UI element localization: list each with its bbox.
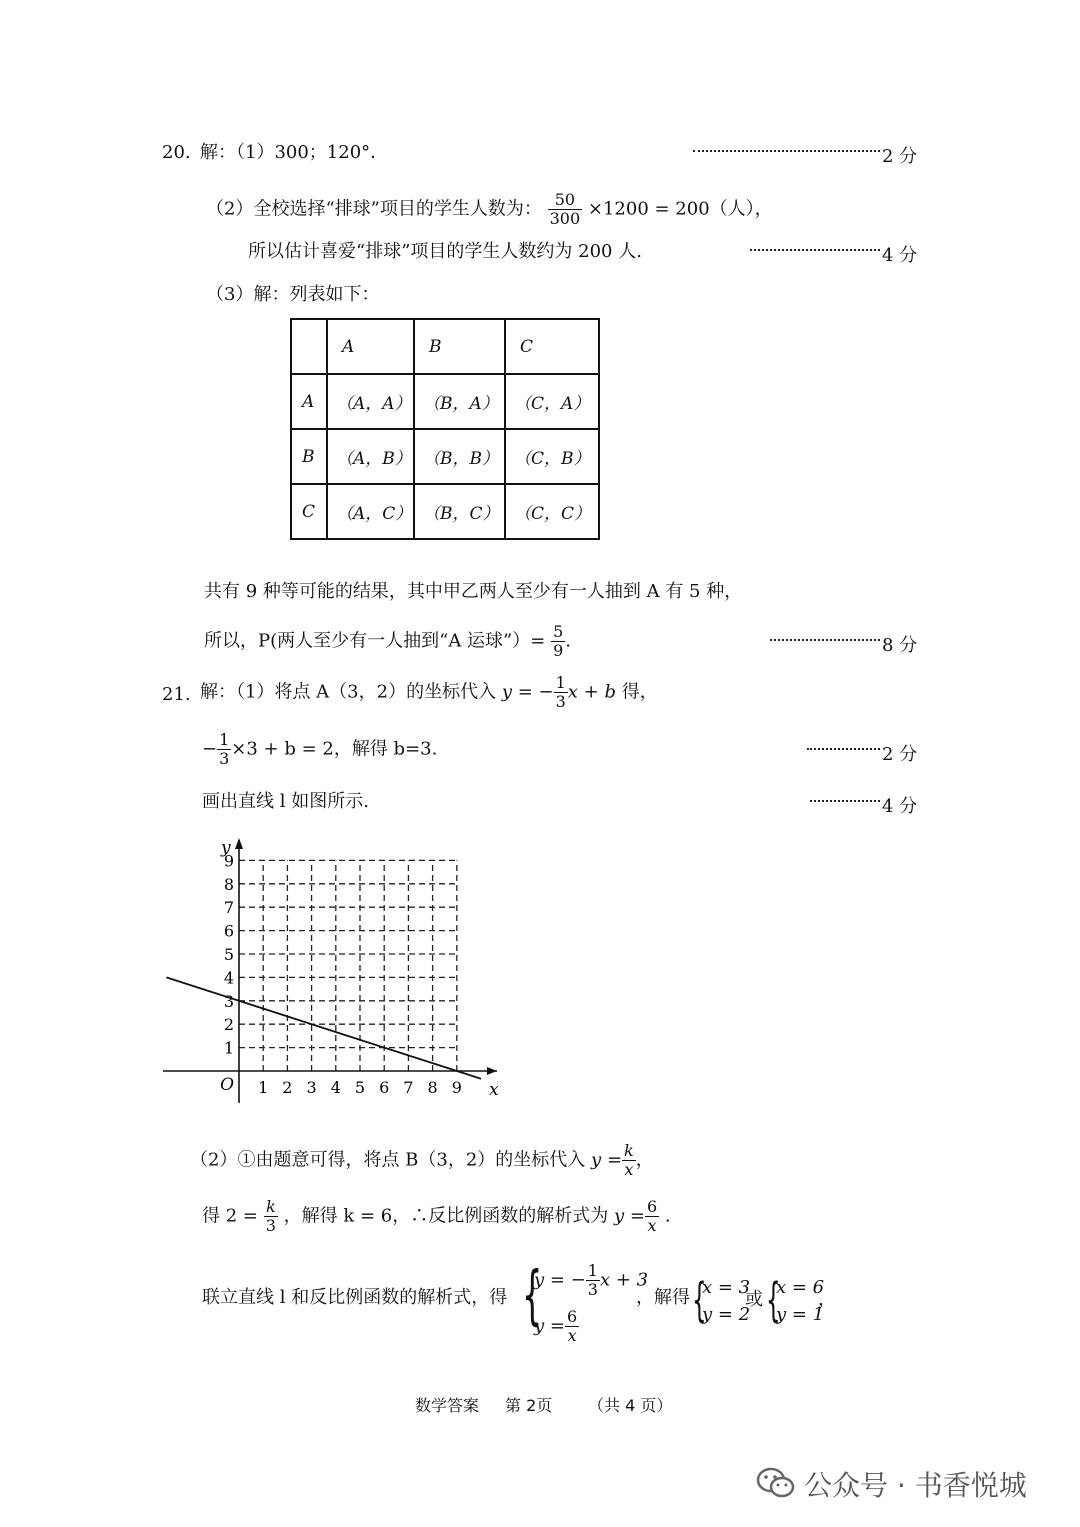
y-tick-label: 1 <box>223 1038 234 1058</box>
q20-part2-conclusion: 所以估计喜爱“排球”项目的学生人数约为 200 人. <box>248 241 642 262</box>
y-axis-arrow <box>235 838 243 849</box>
q20-part1: 解：（1）300；120°． <box>200 142 389 163</box>
table-cell: A <box>291 374 327 429</box>
table-cell: B <box>291 429 327 484</box>
table-cell: （A，B） <box>327 429 414 484</box>
q21-system-intro: 联立直线 l 和反比例函数的解析式，得 <box>202 1287 508 1308</box>
solution2-x: x = 6 <box>776 1277 825 1298</box>
y-axis-label: y <box>221 838 231 858</box>
fraction-denominator: 3 <box>555 692 566 711</box>
equation: y = <box>613 1205 645 1227</box>
table-cell: （B，A） <box>414 374 505 429</box>
q20-part3: （3）解：列表如下： <box>206 284 380 305</box>
q21-part2-solve-k <box>202 1198 671 1235</box>
footer-total: （共 4 页） <box>588 1396 673 1415</box>
x-tick-label: 6 <box>379 1078 390 1097</box>
system-equation-2 <box>534 1308 579 1345</box>
table-cell: C <box>505 319 599 374</box>
x-tick-label: 5 <box>354 1078 366 1097</box>
fraction-numerator: k <box>624 1141 634 1160</box>
q21-part1-end: 得， <box>621 681 658 703</box>
equation: y = <box>534 1315 565 1337</box>
table-cell: （B，B） <box>414 429 505 484</box>
solve-text: ，解得 <box>636 1287 690 1308</box>
k-fraction <box>264 1198 278 1235</box>
q21-part2-result-text: ，解得 k = 6，∴反比例函数的解析式为 <box>283 1205 609 1227</box>
fraction-numerator: 1 <box>587 1261 598 1280</box>
q21-part2-fraction <box>622 1142 636 1179</box>
equation: x + 3 <box>599 1269 649 1291</box>
x-tick-label: 9 <box>451 1078 462 1097</box>
q21-number: 21. <box>162 684 191 705</box>
fraction-numerator: 50 <box>548 191 583 210</box>
x-tick-label: 1 <box>258 1078 269 1097</box>
equation: y = − <box>534 1269 586 1291</box>
q20-outcomes-text: 共有 9 种等可能的结果，其中甲乙两人至少有一人抽到 A 有 5 种， <box>204 581 743 602</box>
q20-score3: 8 分 <box>882 635 918 656</box>
footer-page: 第 2页 <box>505 1396 553 1415</box>
fraction-denominator: 9 <box>553 641 564 660</box>
equation: y = − <box>501 681 554 703</box>
origin-label: O <box>220 1075 234 1095</box>
y-tick-label: 8 <box>223 874 234 894</box>
fraction-denominator: x <box>624 1160 634 1179</box>
fraction-numerator: k <box>264 1198 278 1217</box>
left-brace: { <box>692 1273 707 1327</box>
system-equation-1 <box>534 1262 648 1299</box>
q21-part2-intro <box>190 1142 654 1179</box>
fraction-numerator: 1 <box>555 673 566 692</box>
q20-score1: 2 分 <box>882 146 918 167</box>
q20-probability-text: 所以，P(两人至少有一人抽到“A 运球”）= <box>204 630 546 652</box>
fraction-numerator: 6 <box>566 1307 578 1326</box>
wechat-icon <box>756 1466 796 1504</box>
fraction-denominator: 300 <box>549 209 581 228</box>
system-fraction <box>565 1308 579 1345</box>
table-cell: B <box>414 319 505 374</box>
footer-subject: 数学答案 <box>415 1396 480 1415</box>
y-tick-label: 4 <box>223 968 234 988</box>
table-cell: A <box>327 319 414 374</box>
q21-part2-solve-text: 得 2 = <box>202 1205 258 1227</box>
fraction-denominator: x <box>647 1216 657 1235</box>
minus-sign: − <box>202 738 218 760</box>
series-line-l <box>166 977 481 1078</box>
comma: ， <box>635 1149 654 1171</box>
period: . <box>565 630 571 652</box>
x-tick-label: 3 <box>306 1078 317 1097</box>
table-cell: （C，A） <box>505 374 599 429</box>
system-fraction <box>586 1262 600 1299</box>
q20-score2: 4 分 <box>882 245 918 266</box>
fraction-numerator: 6 <box>646 1197 658 1216</box>
y-tick-label: 3 <box>223 991 234 1011</box>
table-cell: （C，C） <box>505 484 599 539</box>
solution2-y: y = 1 <box>776 1304 825 1325</box>
q20-number: 20. <box>162 142 191 163</box>
left-brace: { <box>522 1259 543 1333</box>
equation: y = <box>591 1149 623 1171</box>
comma: ， <box>818 1289 836 1310</box>
y-tick-label: 9 <box>223 851 234 871</box>
watermark-text: 公众号 · 书香悦城 <box>804 1469 1027 1502</box>
q21-part2-text: （2）①由题意可得，将点 B（3，2）的坐标代入 <box>190 1149 586 1171</box>
x-tick-label: 8 <box>427 1078 438 1097</box>
y-tick-label: 6 <box>223 921 234 941</box>
left-brace: { <box>766 1273 781 1327</box>
fraction-numerator: 5 <box>553 622 564 641</box>
x-axis-arrow <box>487 1067 497 1075</box>
q21-score2: 4 分 <box>882 796 918 817</box>
x-tick-label: 7 <box>403 1078 414 1097</box>
x-tick-label: 2 <box>282 1078 293 1097</box>
q20-part2-text: （2）全校选择“排球”项目的学生人数为： <box>206 198 542 220</box>
q21-part1-text: 解：（1）将点 A（3，2）的坐标代入 <box>200 681 497 703</box>
fraction-numerator: 1 <box>219 730 230 749</box>
x-axis-label: x <box>489 1080 499 1100</box>
fraction-denominator: 3 <box>587 1280 598 1299</box>
equation: x + b <box>567 681 616 703</box>
y-tick-label: 7 <box>223 898 234 918</box>
solution1-y: y = 2 <box>702 1304 751 1325</box>
table-cell: （C，B） <box>505 429 599 484</box>
y-tick-label: 5 <box>223 945 234 964</box>
period: . <box>664 1205 671 1227</box>
q21-draw-line: 画出直线 l 如图所示. <box>202 791 369 812</box>
solution1-x: x = 3 <box>702 1277 751 1298</box>
fraction-denominator: 3 <box>219 749 230 768</box>
q21-solve-b-text: ×3 + b = 2，解得 b=3. <box>231 738 438 760</box>
inverse-fraction <box>645 1198 659 1235</box>
table-cell: （A，C） <box>327 484 414 539</box>
q20-part2-result: ×1200 = 200（人）， <box>587 198 773 220</box>
y-tick-label: 2 <box>223 1015 234 1035</box>
table-cell: C <box>291 484 327 539</box>
table-cell: （A，A） <box>327 374 414 429</box>
fraction-denominator: 3 <box>265 1216 276 1235</box>
q21-score1: 2 分 <box>882 744 918 765</box>
table-cell: （B，C） <box>414 484 505 539</box>
x-tick-label: 4 <box>330 1078 341 1097</box>
fraction-denominator: x <box>567 1326 577 1345</box>
or-text: 或 <box>745 1289 763 1310</box>
